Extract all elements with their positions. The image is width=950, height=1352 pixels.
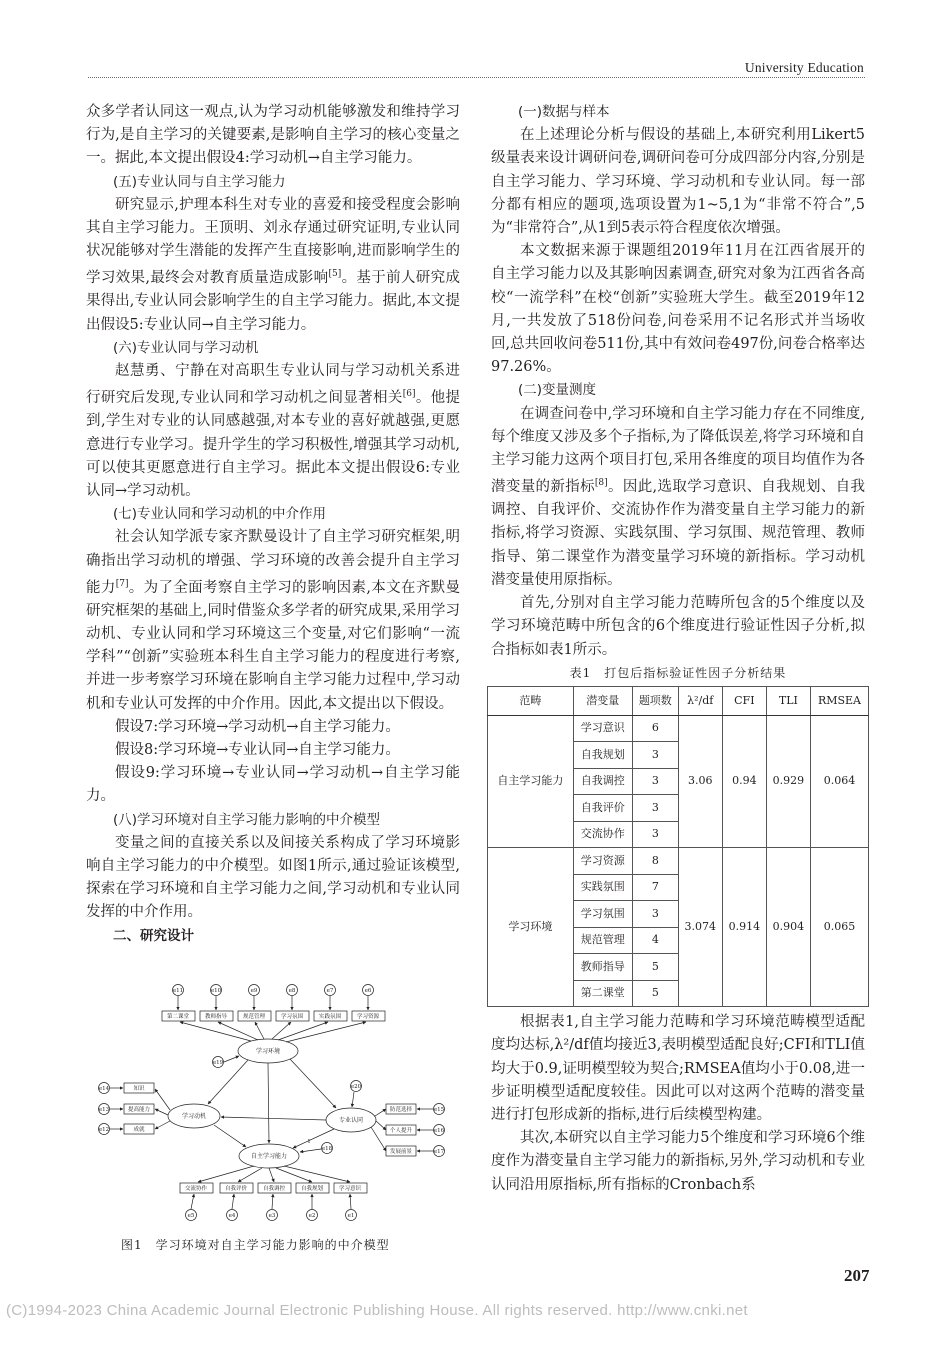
table-row [488,715,869,742]
latent-mot-label: 学习动机 [181,1113,207,1120]
table-header: λ²/df [678,686,722,715]
error-label: e7 [326,988,334,994]
paragraph: 赵慧勇、宁静在对高职生专业认同与学习动机关系进行研究后发现,专业认同和学习动机之间显著相关[6]。他提到,学生对专业的认同感越强,对本专业的喜好就越强,更愿意进行专业学习。提升学生的学习积极性,增强其学习动机,可以使其更愿意进行自主学习。据此本文提出假设6:专业认同→学习动机。 [86,363,461,499]
section-heading: (八)学习环境对自主学习能力影响的中介模型 [113,811,381,828]
indicator-label: 提高能力 [127,1107,151,1113]
indicator-label: 自我调控 [262,1186,286,1192]
table-cell: 交流协作 [573,821,632,848]
table-header: 范畴 [488,686,574,715]
table-header: 潜变量 [573,686,632,715]
table-cell-category: 自主学习能力 [488,715,574,848]
latent-ide-label: 专业认同 [338,1117,364,1124]
table-header: CFI [722,686,766,715]
latent-env-label: 学习环境 [255,1048,281,1055]
paragraph: 研究显示,护理本科生对专业的喜爱和接受程度会影响其自主学习能力。王顶明、刘永存通过研究证明,专业认同状况能够对学生潜能的发挥产生直接影响,进而影响学生的学习效果,最终会对教育质量造成影响[5]。基于前人研究成果得出,专业认同会影响学生的自主学习能力。据此,本文提出假设5:专业认同→自主学习能力。 [86,196,460,333]
table-cell: 3.06 [678,715,722,848]
table-cell: 自我评价 [573,795,632,822]
table-cell: 第二课堂 [573,980,632,1007]
indicator-label: 自我评价 [224,1186,248,1192]
figure-mediation-model [98,982,456,1227]
table-cell: 0.064 [810,715,868,848]
section-heading: (六)专业认同与学习动机 [113,339,259,356]
table-cell: 3 [632,795,678,822]
table-cell: 6 [632,715,678,742]
journal-name: University Education [744,60,864,75]
indicator-label: 成就 [133,1127,145,1133]
indicator-label: 防范选择 [389,1107,413,1113]
error-label: e3 [268,1213,276,1219]
table-cell: 0.94 [722,715,766,848]
error-label: e8 [288,988,296,994]
indicator-label: 教师指导 [204,1014,228,1020]
error-label: e13 [98,1107,110,1113]
error-label: e10 [210,988,222,994]
indicator-label: 交流协作 [184,1186,208,1192]
header-dotted-rule [88,77,865,78]
table-cell: 3.074 [678,848,722,1007]
section-heading: (一)数据与样本 [518,104,610,120]
error-label: e15 [433,1107,445,1113]
hypothesis-7: 假设7:学习环境→学习动机→自主学习能力。 [115,718,400,735]
indicator-label: 个人提升 [389,1128,413,1134]
error-label: e5 [187,1213,195,1219]
error-label: e16 [433,1128,445,1134]
cfa-table [487,686,869,1008]
paragraph: 变量之间的直接关系以及间接关系构成了学习环境影响自主学习能力的中介模型。如图1所示,通过验证该模型,探索在学习环境和自主学习能力之间,学习动机和专业认同发挥的中介作用。 [86,834,460,921]
copyright-footer: (C)1994-2023 China Academic Journal Electronic Publishing House. All rights reserved. http://www.cnki.net [6,1302,748,1319]
table-cell: 3 [632,768,678,795]
table-cell: 3 [632,821,678,848]
error-label: e2 [308,1213,316,1219]
table-cell: 学习氛围 [573,901,632,928]
table-cell: 0.914 [722,848,766,1007]
indicator-label: 知识 [133,1086,145,1092]
table-row [488,848,869,875]
table-cell: 0.904 [766,848,810,1007]
table-cell: 5 [632,954,678,981]
error-label: e14 [98,1086,110,1092]
table-cell: 7 [632,874,678,901]
table-cell: 3 [632,901,678,928]
table-cell: 8 [632,848,678,875]
figure-caption: 图1 学习环境对自主学习能力影响的中介模型 [121,1238,390,1252]
indicator-label: 学习资源 [356,1014,380,1020]
table-caption: 表1 打包后指标验证性因子分析结果 [569,665,787,680]
indicator-label: 学习氛围 [280,1014,304,1020]
section-heading: (二)变量测度 [518,382,597,399]
latent-self-label: 自主学习能力 [250,1153,288,1160]
section-heading: 二、研究设计 [113,927,194,944]
error-label: e1 [347,1213,355,1219]
indicator-label: 发展前景 [389,1149,413,1155]
page-number: 207 [844,1266,870,1285]
paragraph: 众多学者认同这一观点,认为学习动机能够激发和维持学习行为,是自主学习的关键要素,是影响自主学习的核心变量之一。据此,本文提出假设4:学习动机→自主学习能力。 [86,104,460,167]
right-column [491,101,865,1197]
indicator-label: 学习意识 [338,1186,362,1192]
error-label: e11 [172,988,184,994]
indicator-label: 规范管理 [242,1014,266,1020]
hypothesis-8: 假设8:学习环境→专业认同→自主学习能力。 [115,741,400,758]
paragraph: 首先,分别对自主学习能力范畴所包含的5个维度以及学习环境范畴中所包含的6个维度进行验证性因子分析,拟合指标如表1所示。 [491,595,865,658]
table-cell: 0.065 [810,848,868,1007]
indicator-label: 实践氛围 [318,1014,342,1020]
error-label: e6 [364,988,372,994]
section-heading: (五)专业认同与自主学习能力 [113,173,286,190]
hypothesis-9: 假设9:学习环境→专业认同→学习动机→自主学习能力。 [86,765,460,805]
paragraph: 根据表1,自主学习能力范畴和学习环境范畴模型适配度均达标,λ²/df值均接近3,表明模型适配良好;CFI和TLI值均大于0.9,证明模型较为契合;RMSEA值均小于0.08,进一步证明模型适配度较佳。因此可以对这两个范畴的潜变量进行打包形成新的指标,进行后续模型构建。 [491,1014,865,1124]
indicator-label: 自我规划 [300,1186,324,1192]
table-header: 题项数 [632,686,678,715]
table-header: RMSEA [810,686,868,715]
error-label: e12 [98,1127,110,1133]
indicator-label: 第二课堂 [166,1014,190,1020]
table-cell: 学习资源 [573,848,632,875]
error-label: e9 [250,988,258,994]
table-header-row [488,686,869,715]
table-cell: 4 [632,927,678,954]
paragraph: 在调查问卷中,学习环境和自主学习能力存在不同维度,每个维度又涉及多个子指标,为了降低误差,将学习环境和自主学习能力这两个项目打包,采用各维度的项目均值作为各潜变量的新指标[8]。因此,选取学习意识、自我规划、自我调控、自我评价、交流协作作为潜变量自主学习能力的新指标,将学习资源、实践氛围、学习氛围、规范管理、教师指导、第二课堂作为潜变量学习环境的新指标。学习动机潜变量使用原指标。 [491,405,866,588]
paragraph: 本文数据来源于课题组2019年11月在江西省展开的自主学习能力以及其影响因素调查,研究对象为江西省各高校“一流学科”在校“创新”实验班大学生。截至2019年12月,一共发放了518份问卷,问卷采用不记名形式并当场收回,总共回收问卷511份,其中有效问卷497份,问卷合格率达97.26%。 [491,243,865,376]
error-label: e17 [433,1149,445,1155]
table-cell: 自我规划 [573,742,632,769]
disturbance-label: e19 [212,1060,224,1066]
paragraph: 社会认知学派专家齐默曼设计了自主学习研究框架,明确指出学习动机的增强、学习环境的改善会提升自主学习能力[7]。为了全面考察自主学习的影响因素,本文在齐默曼研究框架的基础上,同时借鉴众多学者的研究成果,采用学习动机、专业认同和学习环境这三个变量,对它们影响“一流学科”“创新”实验班本科生自主学习能力的程度进行考察,并进一步考察学习环境在影响自主学习能力过程中,学习动机和专业认可发挥的中介作用。因此,本文提出以下假设。 [86,529,461,712]
table-cell: 学习意识 [573,715,632,742]
section-heading: (七)专业认同和学习动机的中介作用 [113,506,327,523]
table-cell: 3 [632,742,678,769]
table-cell: 教师指导 [573,954,632,981]
paragraph: 在上述理论分析与假设的基础上,本研究利用Likert5级量表来设计调研问卷,调研问卷可分成四部分内容,分别是自主学习能力、学习环境、学习动机和专业认同。每一部分都有相应的题项,选项设置为1~5,1为“非常不符合”,5为“非常符合”,从1到5表示符合程度依次增强。 [491,127,865,237]
table-header: TLI [766,686,810,715]
disturbance-label: e20 [350,1084,362,1090]
paragraph: 其次,本研究以自主学习能力5个维度和学习环境6个维度作为潜变量自主学习能力的新指标,另外,学习动机和专业认同沿用原指标,所有指标的Cronbach系 [491,1130,865,1193]
table-cell: 实践氛围 [573,874,632,901]
table-cell-category: 学习环境 [488,848,574,1007]
table-cell: 自我调控 [573,768,632,795]
disturbance-label: e18 [321,1146,333,1152]
table-cell: 0.929 [766,715,810,848]
mediation-model-diagram [98,982,456,1227]
table-cell: 规范管理 [573,927,632,954]
table-cell: 5 [632,980,678,1007]
error-label: e4 [228,1213,236,1219]
path-weight: 1 [307,1139,311,1145]
left-column [86,101,460,948]
